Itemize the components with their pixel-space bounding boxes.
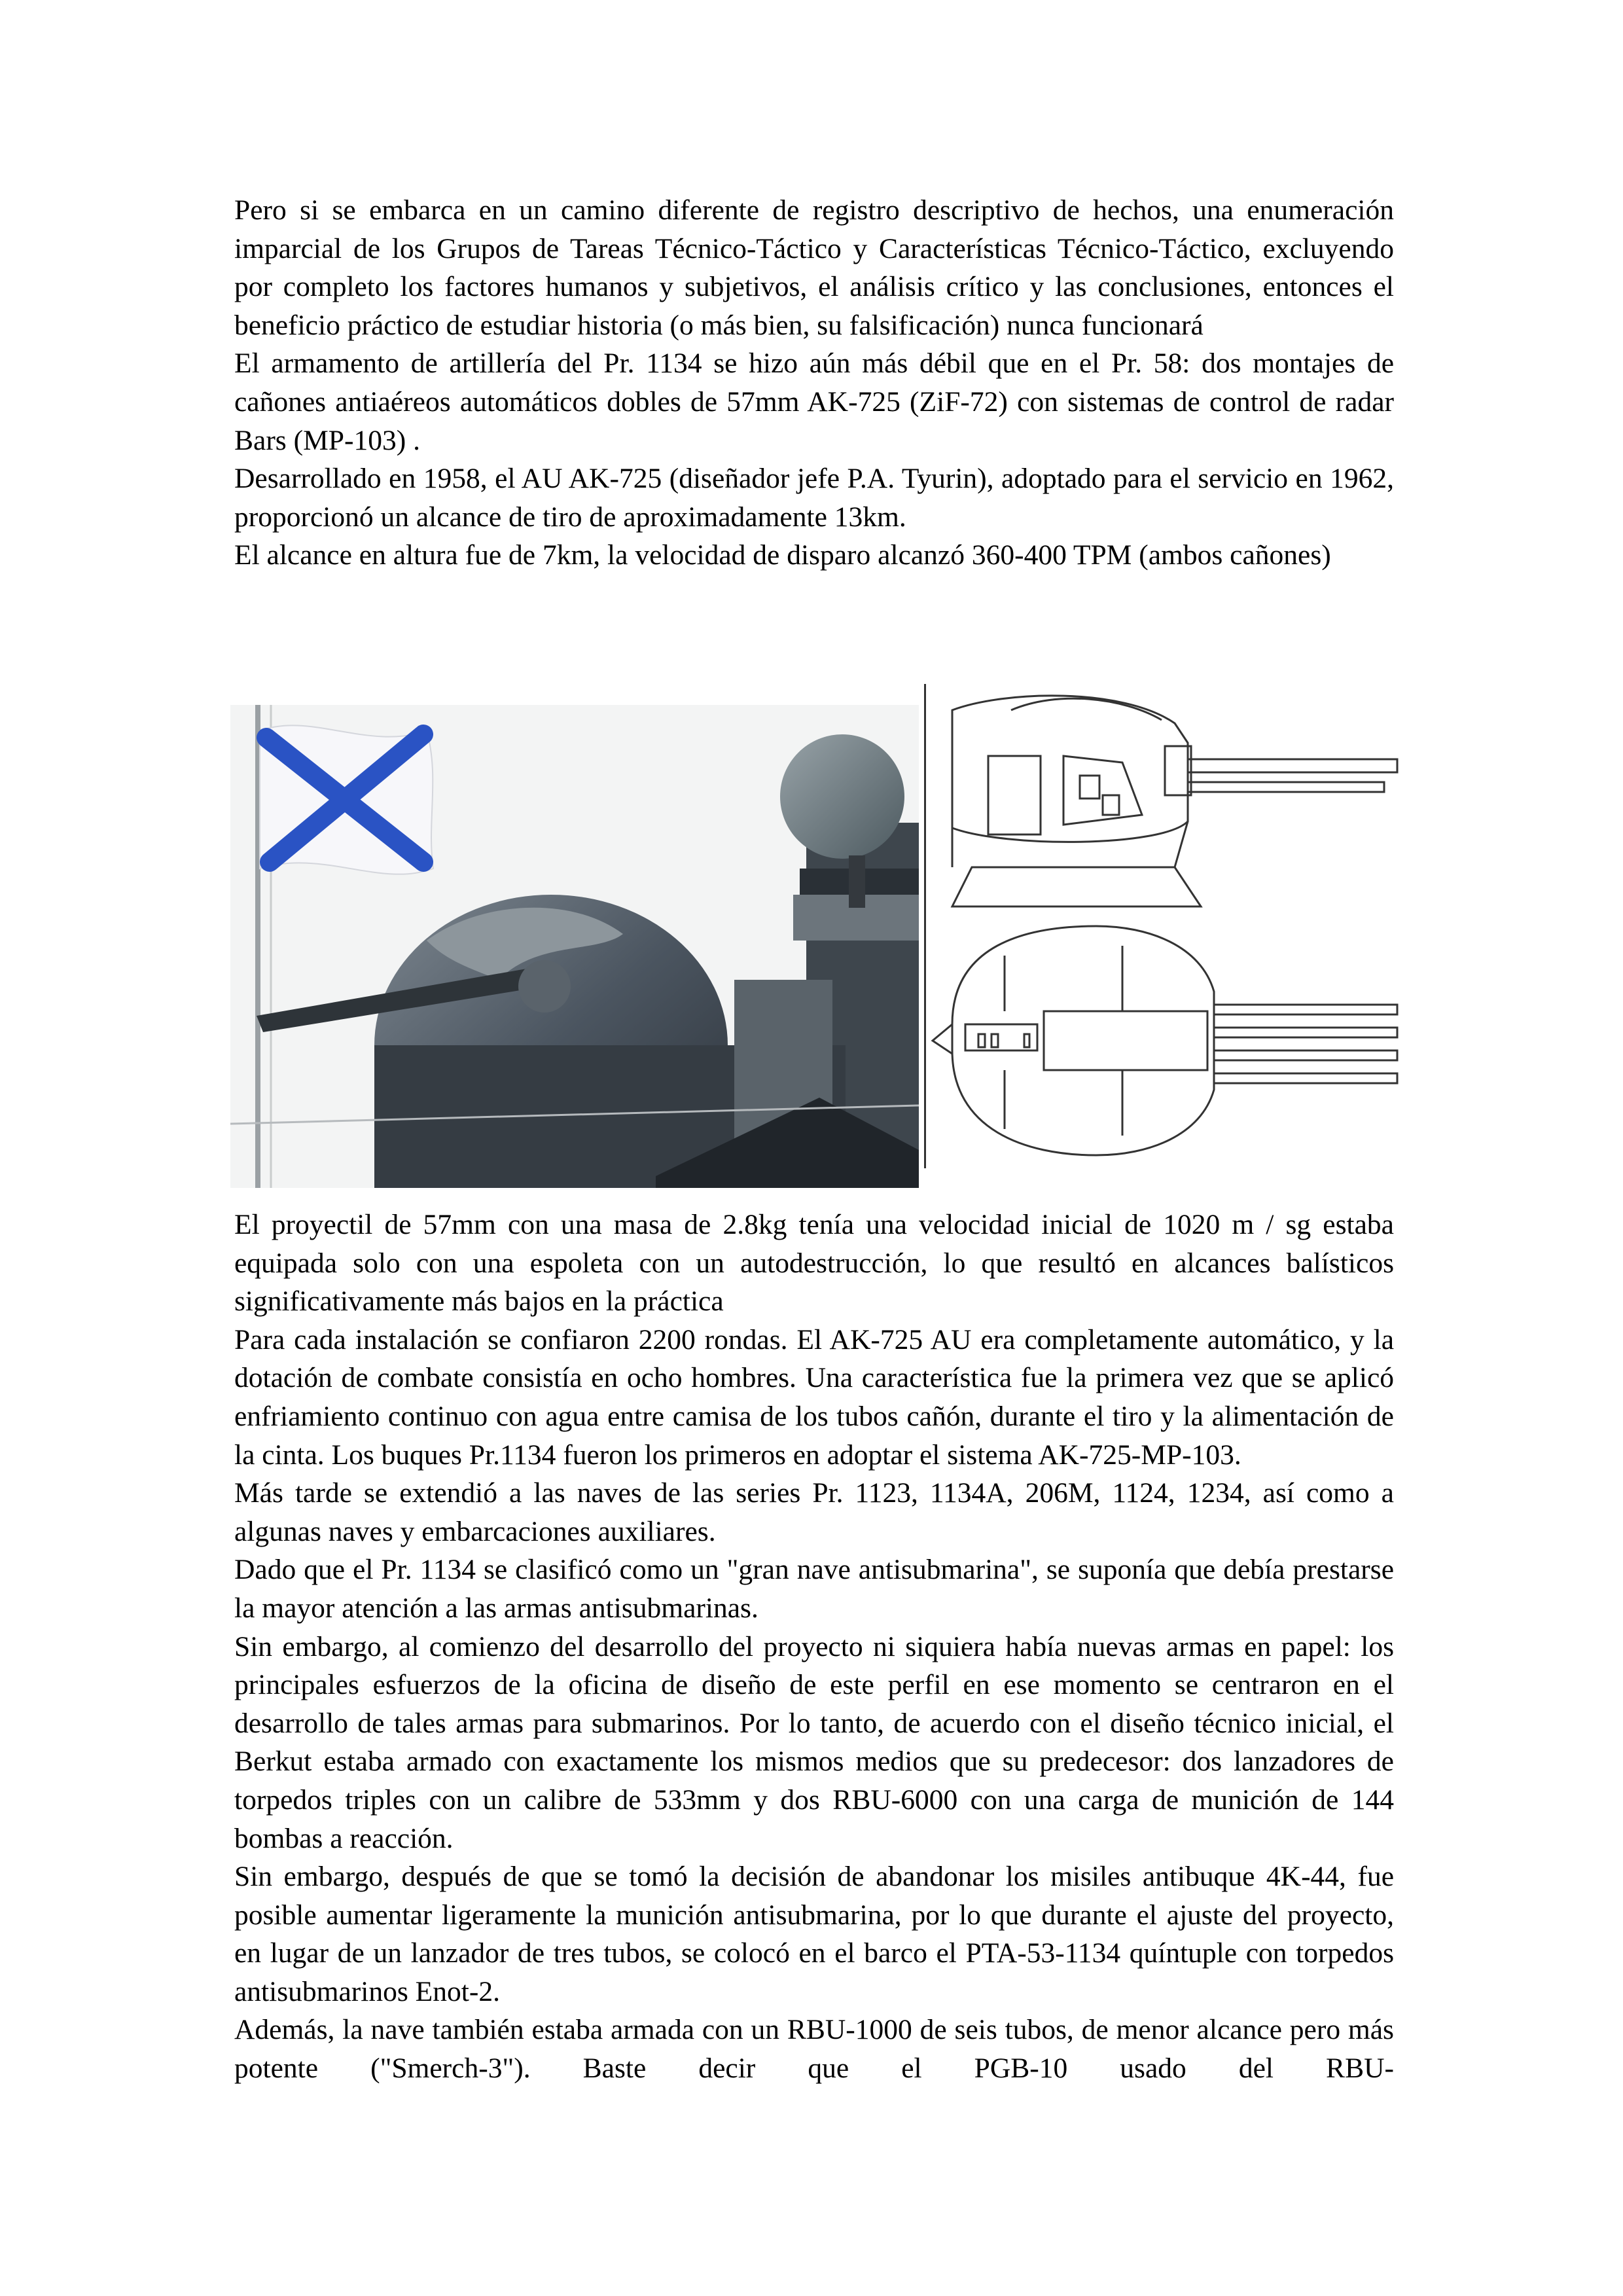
paragraph: El alcance en altura fue de 7km, la velocidad de disparo alcanzó 360-400 TPM (ambos cañones) bbox=[234, 539, 1331, 571]
paragraph: Pero si se embarca en un camino diferente de registro descriptivo de hechos, una enumeración imparcial de los Grupos de Tareas Técnico-Táctico y Características Técnico-Táctico, excluyendo por completo los factores humanos y subjetivos, el análisis crítico y las conclusiones, entonces el beneficio práctico de estudiar historia (o más bien, su falsificación) nunca funcionará bbox=[234, 194, 1394, 341]
paragraph: Más tarde se extendió a las naves de las series Pr. 1123, 1134A, 206M, 1124, 1234, así como a algunas naves y embarcaciones auxiliares. bbox=[234, 1477, 1394, 1547]
ak-725-technical-drawing-icon bbox=[926, 684, 1407, 1168]
turret-photo bbox=[230, 705, 919, 1188]
weapon-figure bbox=[230, 684, 1405, 1168]
paragraph: Dado que el Pr. 1134 se clasificó como un "gran nave antisubmarina", se suponía que debía prestarse la mayor atención a las armas antisubmarinas. bbox=[234, 1554, 1394, 1624]
text-block-bottom bbox=[234, 1206, 1394, 2088]
paragraph: Sin embargo, después de que se tomó la decisión de abandonar los misiles antibuque 4K-44, fue posible aumentar ligeramente la munición antisubmarina, por lo que durante el ajuste del proyecto, en lugar de un lanzador de tres tubos, se colocó en el barco el PTA-53-1134 quíntuple con torpedos antisubmarinos Enot-2. bbox=[234, 1861, 1394, 2007]
paragraph: El proyectil de 57mm con una masa de 2.8kg tenía una velocidad inicial de 1020 m / sg estaba equipada solo con una espoleta con un autodestrucción, lo que resultó en alcances balísticos significativamente más bajos en la práctica bbox=[234, 1209, 1394, 1318]
paragraph: Además, la nave también estaba armada con un RBU-1000 de seis tubos, de menor alcance pero más potente ("Smerch-3"). Baste decir que el PGB-10 usado del RBU- bbox=[234, 2014, 1394, 2085]
ak-725-turret-photo-icon bbox=[230, 705, 919, 1188]
paragraph: Desarrollado en 1958, el AU AK-725 (diseñador jefe P.A. Tyurin), adoptado para el servicio en 1962, proporcionó un alcance de tiro de aproximadamente 13km. bbox=[234, 463, 1394, 533]
paragraph: El armamento de artillería del Pr. 1134 se hizo aún más débil que en el Pr. 58: dos montajes de cañones antiaéreos automáticos dobles de 57mm AK-725 (ZiF-72) con sistemas de control de radar Bars (MP-103) . bbox=[234, 348, 1394, 456]
text-block-top bbox=[234, 191, 1394, 575]
technical-drawing bbox=[924, 684, 1407, 1168]
paragraph: Sin embargo, al comienzo del desarrollo del proyecto ni siquiera había nuevas armas en papel: los principales esfuerzos de la oficina de diseño de este perfil en ese momento se centraron en el desarrollo de tales armas para submarinos. Por lo tanto, de acuerdo con el diseño técnico inicial, el Berkut estaba armado con exactamente los mismos medios que su predecesor: dos lanzadores de torpedos triples con un calibre de 533mm y dos RBU-6000 con una carga de munición de 144 bombas a reacción. bbox=[234, 1630, 1394, 1854]
paragraph: Para cada instalación se confiaron 2200 rondas. El AK-725 AU era completamente automático, y la dotación de combate consistía en ocho hombres. Una característica fue la primera vez que se aplicó enfriamiento continuo con agua entre camisa de los tubos cañón, durante el tiro y la alimentación de la cinta. Los buques Pr.1134 fueron los primeros en adoptar el sistema AK-725-MP-103. bbox=[234, 1323, 1394, 1471]
